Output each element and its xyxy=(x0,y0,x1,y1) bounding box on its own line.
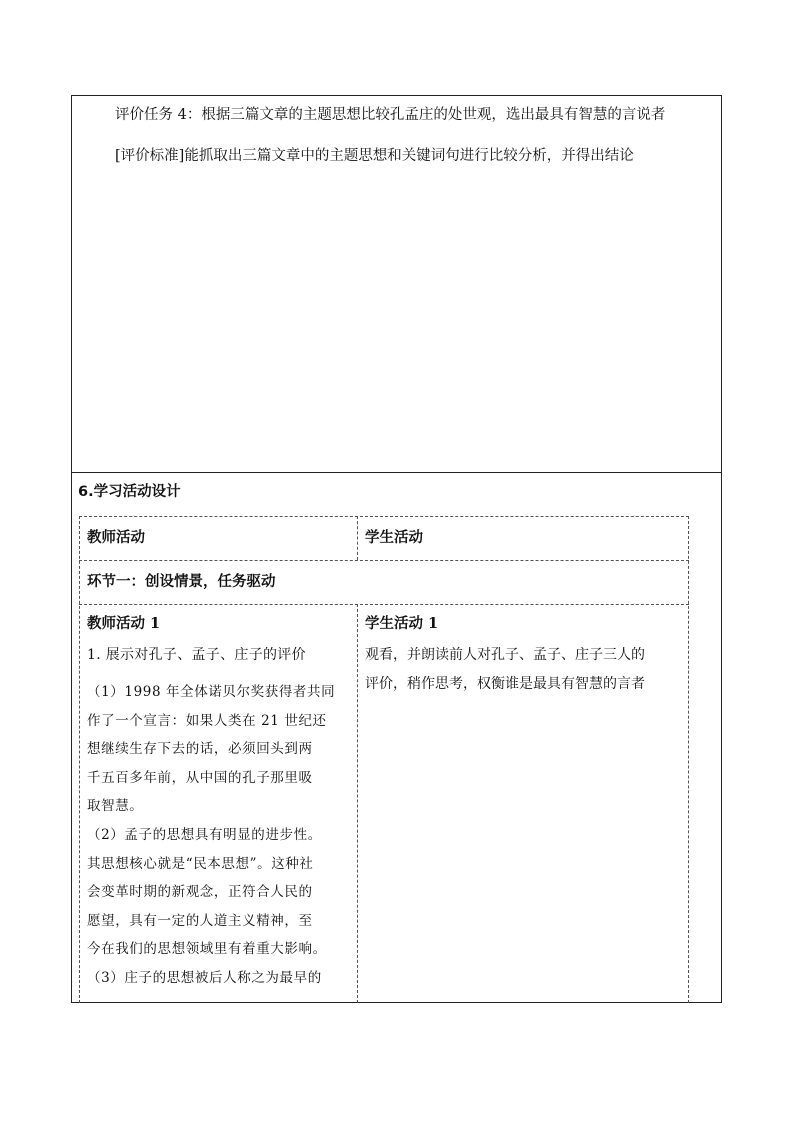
teacher-activity-item: 1. 展示对孔子、孟子、庄子的评价 xyxy=(87,647,306,663)
quote-line: 今在我们的思想领域里有着重大影响。 xyxy=(87,941,327,957)
quote-line: 其思想核心就是“民本思想”。这种社 xyxy=(87,855,314,872)
section-title: 6.学习活动设计 xyxy=(78,484,181,500)
evaluation-criteria: [评价标准]能抓取出三篇文章中的主题思想和关键词句进行比较分析，并得出结论 xyxy=(115,148,634,164)
column-divider xyxy=(357,604,358,1003)
lesson-plan-table xyxy=(71,95,722,1003)
table-divider xyxy=(72,472,721,473)
stage-title: 环节一：创设情景，任务驱动 xyxy=(87,574,276,590)
activity-table-left-border xyxy=(79,516,80,1003)
evaluation-task: 评价任务 4：根据三篇文章的主题思想比较孔孟庄的处世观，选出最具有智慧的言说者 xyxy=(115,107,666,123)
quote-line: 想继续生存下去的话，必须回头到两 xyxy=(87,741,313,757)
quote-line: （1）1998 年全体诺贝尔奖获得者共同 xyxy=(87,684,336,700)
quote-line: （3）庄子的思想被后人称之为最早的 xyxy=(87,970,322,986)
teacher-activity-title: 教师活动 1 xyxy=(87,615,161,632)
stage-row-border xyxy=(79,604,689,605)
student-activity-title: 学生活动 1 xyxy=(365,615,439,632)
activity-table-right-border xyxy=(688,516,689,1003)
activity-table xyxy=(79,516,689,1003)
quote-line: 取智慧。 xyxy=(87,798,144,814)
quote-zhuangzi xyxy=(87,964,355,993)
quote-mencius xyxy=(87,821,355,964)
student-activity-header: 学生活动 xyxy=(365,530,423,546)
quote-line: （2）孟子的思想具有明显的进步性。 xyxy=(87,827,322,843)
quote-line: 愿望，具有一定的人道主义精神，至 xyxy=(87,912,313,929)
activity-table-top-border xyxy=(79,516,689,517)
quote-line: 作了一个宣言：如果人类在 21 世纪还 xyxy=(87,712,327,729)
quote-line: 千五百多年前，从中国的孔子那里吸 xyxy=(87,769,313,786)
quote-confucius xyxy=(87,678,355,821)
teacher-activity-header: 教师活动 xyxy=(87,530,145,546)
header-row-border xyxy=(79,560,689,561)
student-activity-line: 观看，并朗读前人对孔子、孟子、庄子三人的 xyxy=(365,647,645,663)
student-activity-line: 评价，稍作思考，权衡谁是最具有智慧的言者 xyxy=(365,676,645,692)
header-column-divider xyxy=(357,516,358,560)
quote-line: 会变革时期的新观念，正符合人民的 xyxy=(87,884,313,900)
